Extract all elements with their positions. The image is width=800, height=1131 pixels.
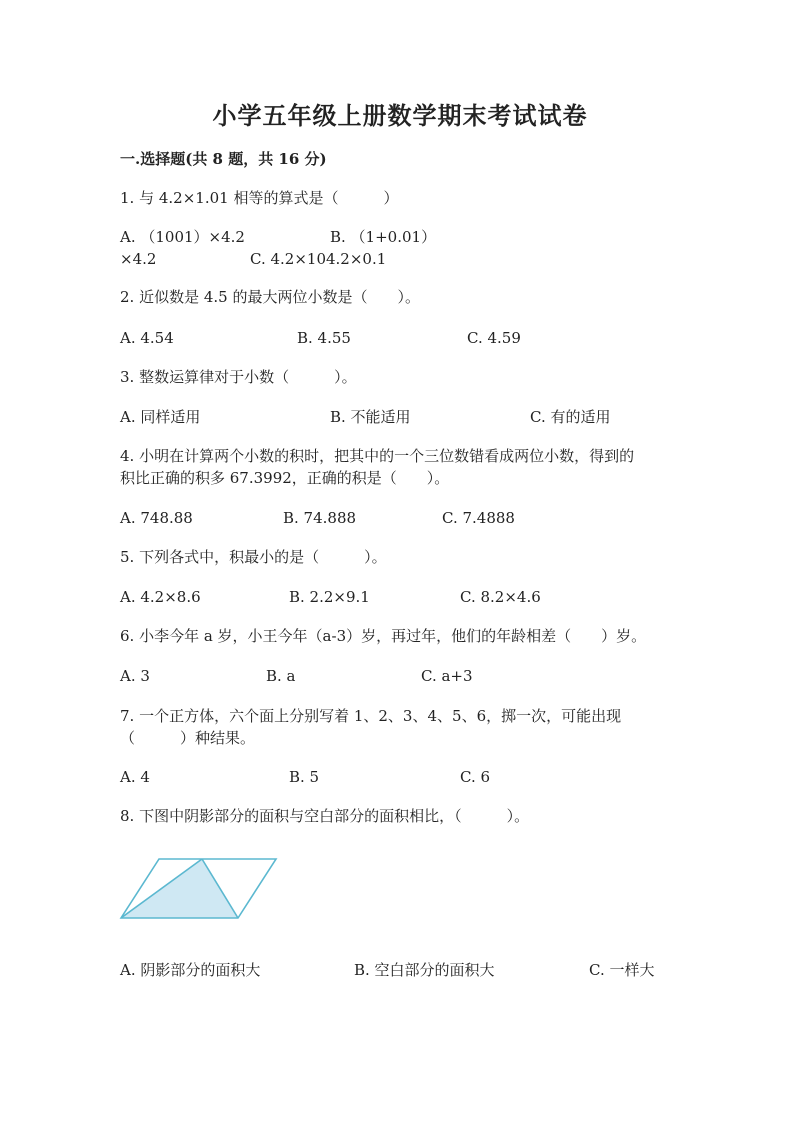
question-7-stem-continued: （ ）种结果。 xyxy=(120,729,256,747)
question-2-option-c: C. 4.59 xyxy=(467,329,521,347)
question-3-option-c: C. 有的适用 xyxy=(530,408,611,426)
question-4-option-c: C. 7.4888 xyxy=(442,509,515,527)
question-7-option-a: A. 4 xyxy=(120,768,150,786)
question-2-stem: 2. 近似数是 4.5 的最大两位小数是（ ）。 xyxy=(120,288,420,306)
question-1-option-c: C. 4.2×104.2×0.1 xyxy=(250,250,387,268)
question-5-option-c: C. 8.2×4.6 xyxy=(460,588,541,606)
question-5-stem: 5. 下列各式中，积最小的是（ ）。 xyxy=(120,548,387,566)
section-heading: 一.选择题(共 8 题，共 16 分) xyxy=(120,150,327,168)
question-7-stem: 7. 一个正方体，六个面上分别写着 1、2、3、4、5、6，掷一次，可能出现 xyxy=(120,707,622,725)
question-7-option-c: C. 6 xyxy=(460,768,491,786)
question-8-option-a: A. 阴影部分的面积大 xyxy=(120,961,261,979)
question-3-option-a: A. 同样适用 xyxy=(120,408,201,426)
page-title: 小学五年级上册数学期末考试试卷 xyxy=(212,101,588,130)
question-1-option-a: A. （1001）×4.2 xyxy=(120,228,245,246)
question-5-option-a: A. 4.2×8.6 xyxy=(120,588,201,606)
question-4-option-b: B. 74.888 xyxy=(283,509,357,527)
question-8-option-c: C. 一样大 xyxy=(589,961,655,979)
parallelogram-figure xyxy=(118,856,280,922)
question-4-stem-continued: 积比正确的积多 67.3992，正确的积是（ ）。 xyxy=(120,469,450,487)
question-6-option-a: A. 3 xyxy=(120,667,150,685)
question-6-option-b: B. a xyxy=(266,667,296,685)
question-1-stem: 1. 与 4.2×1.01 相等的算式是（ ） xyxy=(120,189,399,207)
question-7-option-b: B. 5 xyxy=(289,768,320,786)
question-1-option-b: B. （1+0.01） xyxy=(330,228,437,246)
question-6-stem: 6. 小李今年 a 岁，小王今年（a-3）岁，再过年，他们的年龄相差（ ）岁。 xyxy=(120,627,647,645)
question-1-option-b-continued: ×4.2 xyxy=(120,250,157,268)
question-5-option-b: B. 2.2×9.1 xyxy=(289,588,370,606)
question-8-stem: 8. 下图中阴影部分的面积与空白部分的面积相比，（ ）。 xyxy=(120,807,530,825)
question-4-stem: 4. 小明在计算两个小数的积时，把其中的一个三位数错看成两位小数，得到的 xyxy=(120,447,635,465)
question-6-option-c: C. a+3 xyxy=(421,667,473,685)
question-8-option-b: B. 空白部分的面积大 xyxy=(354,961,495,979)
question-2-option-a: A. 4.54 xyxy=(120,329,174,347)
question-3-stem: 3. 整数运算律对于小数（ ）。 xyxy=(120,368,357,386)
question-2-option-b: B. 4.55 xyxy=(297,329,351,347)
question-4-option-a: A. 748.88 xyxy=(120,509,193,527)
question-3-option-b: B. 不能适用 xyxy=(330,408,411,426)
